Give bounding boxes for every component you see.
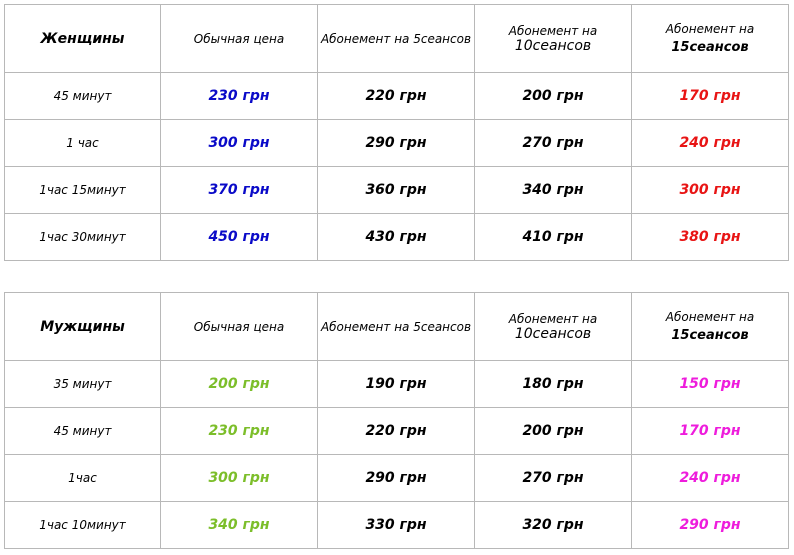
sub5-price-cell: 290 грн: [318, 455, 475, 502]
regular-price-cell: 370 грн: [161, 167, 318, 214]
sub10-price-cell: 270 грн: [475, 120, 632, 167]
sub10-price-cell: 200 грн: [475, 73, 632, 120]
duration-cell: 1час: [5, 455, 161, 502]
header-subscription-15-count: 15сеансов: [671, 328, 749, 343]
sub5-price-cell: 290 грн: [318, 120, 475, 167]
sub15-price-cell: 150 грн: [632, 361, 789, 408]
sub15-price-cell: 300 грн: [632, 167, 789, 214]
header-subscription-5: Абонемент на 5сеансов: [318, 5, 475, 73]
sub15-price-cell: 170 грн: [632, 408, 789, 455]
header-subscription-5: Абонемент на 5сеансов: [318, 293, 475, 361]
table-header-row: [5, 293, 789, 361]
regular-price-cell: 300 грн: [161, 120, 318, 167]
sub10-price-cell: 180 грн: [475, 361, 632, 408]
header-subscription-10: [475, 5, 632, 73]
sub5-price-cell: 220 грн: [318, 408, 475, 455]
sub10-price-cell: 340 грн: [475, 167, 632, 214]
regular-price-cell: 230 грн: [161, 408, 318, 455]
sub5-price-cell: 430 грн: [318, 214, 475, 261]
header-subscription-10-prefix: Абонемент на: [508, 23, 598, 38]
header-subscription-15-count: 15сеансов: [671, 40, 749, 55]
women-title: Женщины: [5, 5, 161, 73]
duration-cell: 1 час: [5, 120, 161, 167]
header-subscription-10: [475, 293, 632, 361]
duration-cell: 45 минут: [5, 73, 161, 120]
header-subscription-10-count: 10сеансов: [514, 37, 592, 54]
table-row: [5, 455, 789, 502]
table-row: [5, 214, 789, 261]
header-regular-price: Обычная цена: [161, 293, 318, 361]
sub5-price-cell: 360 грн: [318, 167, 475, 214]
sub5-price-cell: 330 грн: [318, 502, 475, 549]
sub15-price-cell: 380 грн: [632, 214, 789, 261]
header-subscription-10-count: 10сеансов: [514, 325, 592, 342]
sub10-price-cell: 320 грн: [475, 502, 632, 549]
sub15-price-cell: 170 грн: [632, 73, 789, 120]
regular-price-cell: 450 грн: [161, 214, 318, 261]
regular-price-cell: 300 грн: [161, 455, 318, 502]
sub5-price-cell: 190 грн: [318, 361, 475, 408]
regular-price-cell: 230 грн: [161, 73, 318, 120]
sub15-price-cell: 240 грн: [632, 120, 789, 167]
sub10-price-cell: 200 грн: [475, 408, 632, 455]
header-subscription-10-prefix: Абонемент на: [508, 311, 598, 326]
header-subscription-15: [632, 293, 789, 361]
header-regular-price: Обычная цена: [161, 5, 318, 73]
duration-cell: 1час 15минут: [5, 167, 161, 214]
duration-cell: 35 минут: [5, 361, 161, 408]
sub15-price-cell: 290 грн: [632, 502, 789, 549]
regular-price-cell: 200 грн: [161, 361, 318, 408]
women-price-table: [4, 4, 789, 261]
header-subscription-15: [632, 5, 789, 73]
header-subscription-15-prefix: Абонемент на: [665, 310, 755, 324]
table-header-row: [5, 5, 789, 73]
table-row: [5, 73, 789, 120]
sub15-price-cell: 240 грн: [632, 455, 789, 502]
header-subscription-15-prefix: Абонемент на: [665, 22, 755, 36]
men-title: Мужщины: [5, 293, 161, 361]
table-row: [5, 167, 789, 214]
table-row: [5, 408, 789, 455]
regular-price-cell: 340 грн: [161, 502, 318, 549]
duration-cell: 45 минут: [5, 408, 161, 455]
sub10-price-cell: 410 грн: [475, 214, 632, 261]
duration-cell: 1час 10минут: [5, 502, 161, 549]
table-row: [5, 361, 789, 408]
sub5-price-cell: 220 грн: [318, 73, 475, 120]
duration-cell: 1час 30минут: [5, 214, 161, 261]
table-row: [5, 120, 789, 167]
men-price-table: [4, 292, 789, 549]
table-row: [5, 502, 789, 549]
sub10-price-cell: 270 грн: [475, 455, 632, 502]
